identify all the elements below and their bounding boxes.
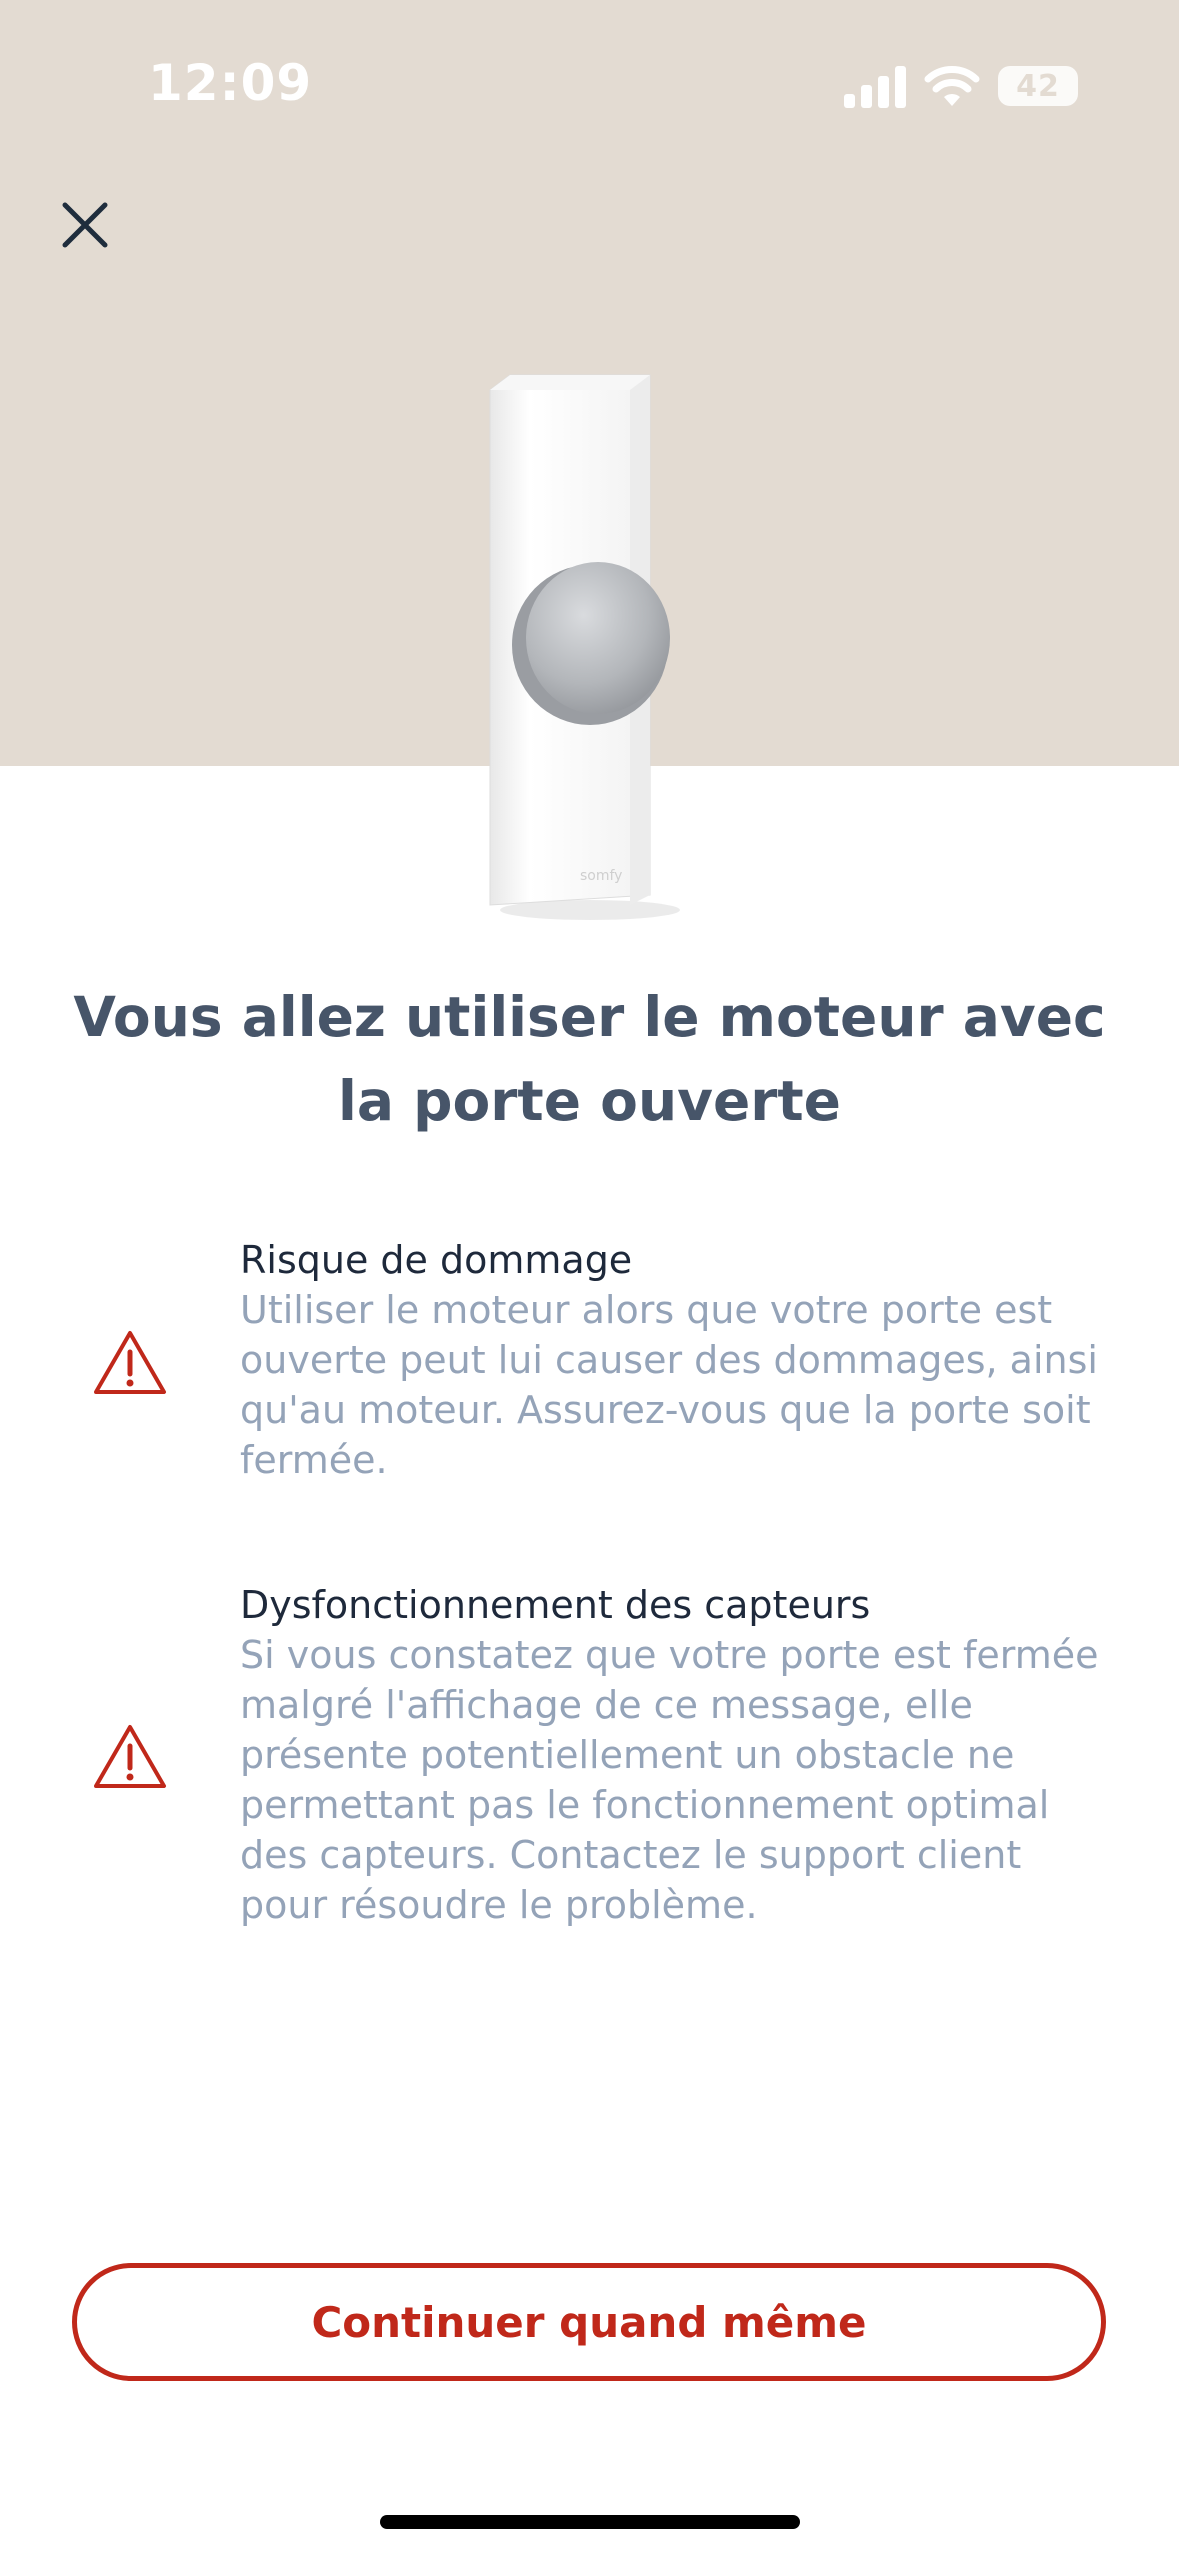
warning-icon: [92, 1722, 168, 1790]
warning-description: Si vous constatez que votre porte est fermée malgré l'affichage de ce message, elle présente potentiellement un obstacle ne permettant pas le fonctionnement optimal des capteurs. Contactez le support client pour résoudre le problème.: [240, 1633, 1099, 1927]
close-button[interactable]: [50, 190, 120, 260]
warning-icon: [92, 1328, 168, 1396]
status-time: 12:09: [148, 54, 313, 112]
door-lock-motor-image: [470, 370, 710, 930]
warning-item-damage-risk: [0, 1235, 1179, 1495]
home-indicator[interactable]: [380, 2515, 800, 2529]
warning-item-sensor-malfunction: [0, 1580, 1179, 1940]
continue-anyway-label: Continuer quand même: [311, 2297, 867, 2347]
page-title: Vous allez utiliser le moteur avec la porte ouverte: [73, 985, 1106, 1133]
svg-text:somfy: somfy: [580, 868, 623, 884]
wifi-icon: [924, 62, 980, 106]
continue-anyway-button[interactable]: [72, 2263, 1106, 2381]
status-bar: [0, 0, 1179, 170]
signal-icon: [844, 66, 906, 108]
battery-icon: [998, 66, 1078, 106]
warning-description: Utiliser le moteur alors que votre porte est ouverte peut lui causer des dommages, ainsi qu'au moteur. Assurez-vous que la porte soit fermée.: [240, 1288, 1098, 1482]
warning-title: Risque de dommage: [240, 1238, 633, 1282]
close-icon: [60, 200, 110, 250]
warning-title: Dysfonctionnement des capteurs: [240, 1583, 871, 1627]
battery-level: 42: [1016, 68, 1060, 104]
